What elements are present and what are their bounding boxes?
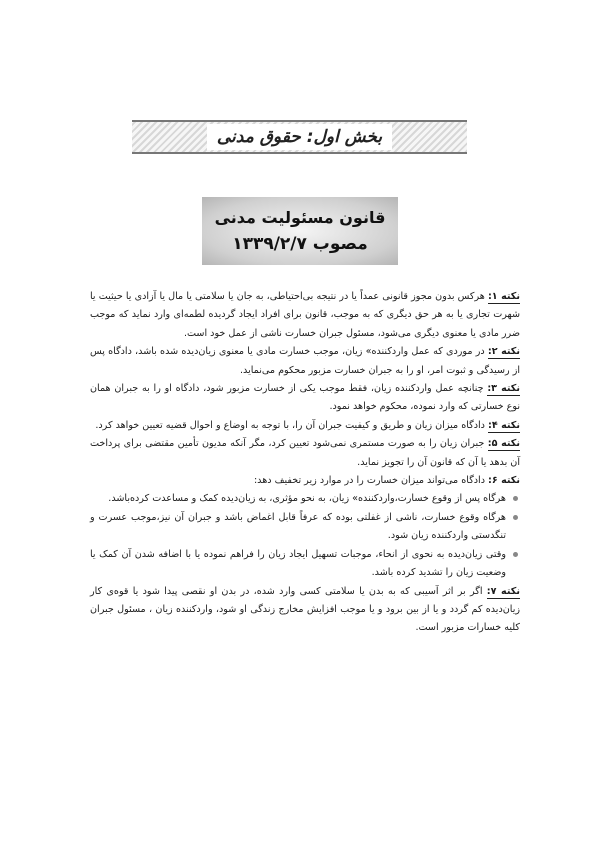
- note-text: اگر بر اثر آسیبی که به بدن یا سلامتی کسی وارد شده، در بدن او نقصی پیدا شود یا قوه‌ی کار زیان‌دیده کم گردد و یا از بین برود و یا موجب افزایش مخارج زندگی او شود، واردکننده زیان ، مسئول جبران کلیه خسارات مزبور است.: [90, 585, 520, 634]
- note-label: نکته ۲:: [487, 346, 520, 358]
- note-label: نکته ۱:: [487, 291, 520, 302]
- mitigation-list: [90, 490, 520, 582]
- section-title: بخش اول: حقوق مدنی: [207, 124, 392, 150]
- list-item-text: هرگاه پس از وقوع خسارت،واردکننده» زیان، به نحو مؤثری، به زیان‌دیده کمک و مساعدت کرده‌باشد.: [108, 493, 506, 505]
- list-item: [90, 509, 520, 546]
- list-item: [90, 490, 520, 508]
- note-label: نکته ۶:: [488, 475, 520, 487]
- note-text: در موردی که عمل واردکننده» زیان، موجب خسارت مادی یا معنوی زیان‌دیده شده باشد، دادگاه پس از رسیدگی و ثبوت امر، او را به جبران خسارت مزبور محکوم می‌نماید.: [90, 346, 520, 376]
- bullet-icon: [513, 515, 518, 520]
- list-item: [90, 546, 520, 583]
- note-6: [90, 472, 520, 490]
- note-label: نکته ۵:: [487, 438, 520, 450]
- bullet-icon: [513, 496, 518, 501]
- note-4: [90, 417, 520, 435]
- note-text: دادگاه میزان زیان و طریق و کیفیت جبران آن را، با توجه به اوضاع و احوال قضیه تعیین خواهد کرد.: [95, 419, 485, 431]
- note-text: دادگاه می‌تواند میزان خسارت را در موارد زیر تخفیف دهد:: [253, 475, 485, 487]
- note-5: [90, 435, 520, 472]
- note-7: [90, 583, 520, 638]
- notes-content: [90, 288, 520, 638]
- law-title: قانون مسئولیت مدنی: [214, 208, 386, 227]
- law-title-box: [202, 197, 398, 265]
- note-3: [90, 380, 520, 417]
- note-text: جبران زیان را به صورت مستمری نمی‌شود تعیین کرد، مگر آنکه مدیون تأمین مقتضی برای پرداخت آن بدهد یا آن که قانون آن را تجویز نماید.: [90, 438, 520, 468]
- list-item-text: هرگاه وقوع خسارت، ناشی از غفلتی بوده که عرفاً قابل اغماض باشد و جبران آن نیز،موجب عسرت و تنگدستی واردکننده زیان شود.: [90, 511, 506, 542]
- section-banner: [132, 120, 467, 154]
- law-approval-date: مصوب ۱۳۳۹/۲/۷: [232, 234, 368, 254]
- note-1: [90, 288, 520, 343]
- note-text: چنانچه عمل واردکننده زیان، فقط موجب یکی از خسارت مزبور شود، دادگاه او را به جبران همان نوع خسارتی که وارد نموده، محکوم خواهد نمود.: [90, 383, 520, 413]
- note-2: [90, 343, 520, 380]
- note-label: نکته ۳:: [487, 383, 520, 395]
- list-item-text: وقتی زیان‌دیده به نحوی از انحاء، موجبات تسهیل ایجاد زیان را فراهم نموده یا با اضافه شدن آن کمک یا وضعیت زیان را تشدید کرده باشد.: [90, 548, 506, 579]
- note-text: هرکس بدون مجوز قانونی عمداً یا در نتیجه بی‌احتیاطی، به جان یا سلامتی یا مال یا آزادی یا حیثیت یا شهرت تجاری یا به هر حق دیگری که به موجب، قانون برای افراد ایجاد گردیده لطمه‌ای وارد نماید که موجب ضرر مادی یا معنوی دیگری می‌شود، مسئول جبران خسارت ناشی از عمل خود است.: [90, 291, 520, 339]
- note-label: نکته ۷:: [486, 585, 520, 597]
- note-label: نکته ۴:: [488, 419, 520, 431]
- bullet-icon: [513, 552, 518, 557]
